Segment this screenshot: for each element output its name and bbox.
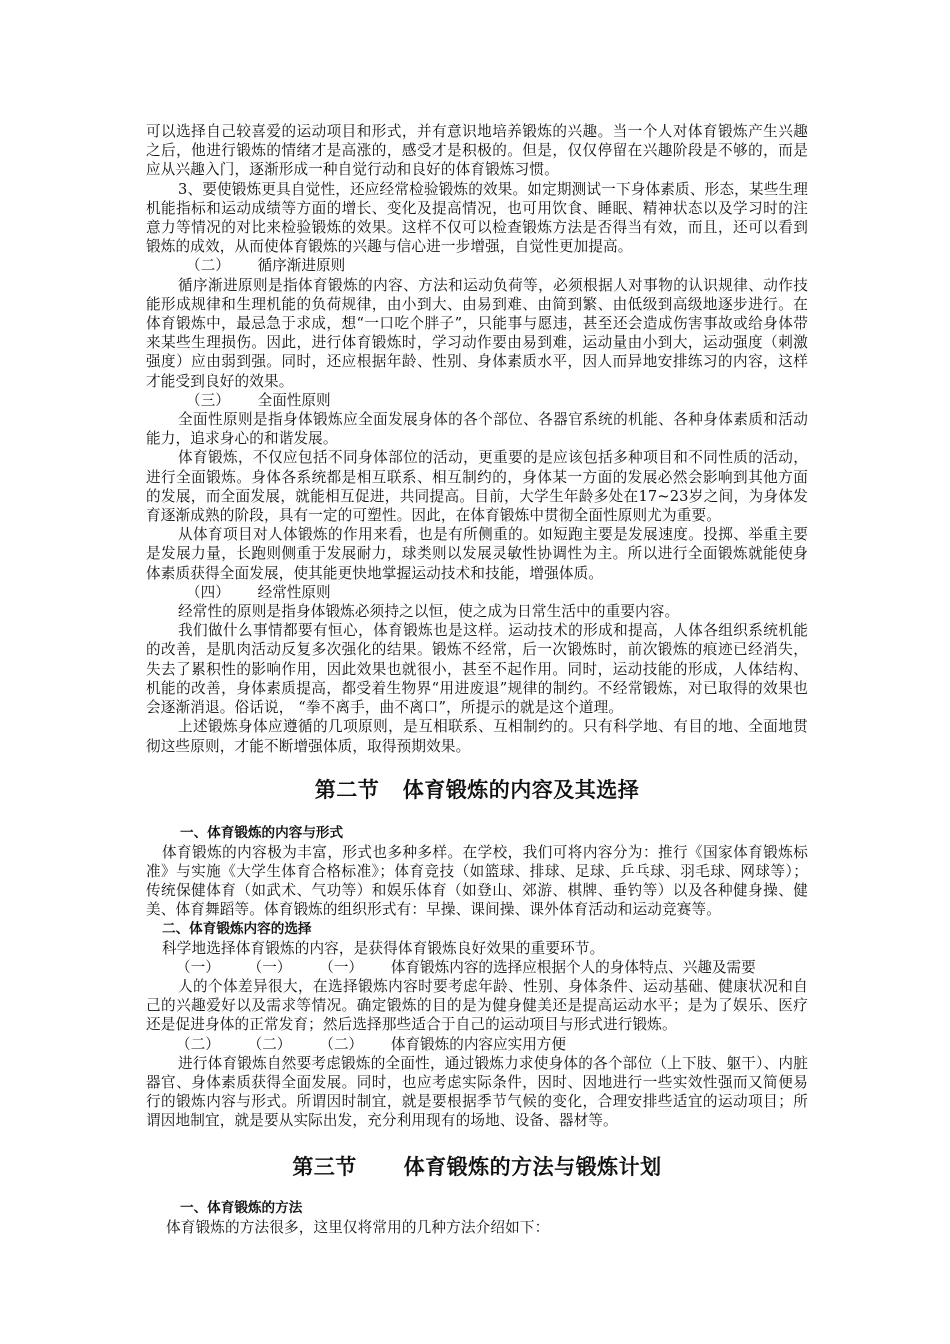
paragraph: 人的个体差异很大，在选择锻炼内容时要考虑年龄、性别、身体条件、运动基础、健康状况和自己的兴趣爱好以及需求等情况。确定锻炼的目的是为健身健美还是提高运动水平；是为了娱乐、医疗还是促进身体的正常发育；然后选择那些适合于自己的运动项目与形式进行锻炼。: [146, 977, 808, 1034]
subsection-heading: （二） 循序渐进原则: [186, 257, 346, 275]
document-body: [146, 122, 808, 1237]
paragraph: 循序渐进原则是指体育锻炼的内容、方法和运动负荷等，必须根据人对事物的认识规律、动作技能形成规律和生理机能的负荷规律，由小到大、由易到难、由简到繁、由低级到高级地逐步进行。在体育锻炼中，最忌急于求成，想“一口吃个胖子”，只能事与愿违，甚至还会造成伤害事故或给身体带来某些生理损伤。因此，进行体育锻炼时，学习动作要由易到难，运动量由小到大，运动强度（刺激强度）应由弱到强。同时，还应根据年龄、性别、身体素质水平，因人而异地安排练习的内容，这样才能受到良好的效果。: [146, 276, 808, 390]
section-title: 第二节 体育锻炼的内容及其选择: [314, 777, 640, 802]
subsection-heading: （三） 全面性原则: [186, 391, 331, 409]
paragraph: 3、要使锻炼更具自觉性，还应经常检验锻炼的效果。如定期测试一下身体素质、形态，某些生理机能指标和运动成绩等方面的增长、变化及提高情况，也可用饮食、睡眠、精神状态以及学习时的注意力等情况的对比来检验锻炼的效果。这样不仅可以检查锻炼方法是否得当有效，而且，还可以看到锻炼的成效，从而使体育锻炼的兴趣与信心进一步增强，自觉性更加提高。: [146, 180, 808, 256]
paragraph: 从体育项目对人体锻炼的作用来看，也是有所侧重的。如短跑主要是发展速度。投掷、举重主要是发展力量，长跑则侧重于发展耐力，球类则以发展灵敏性协调性为主。所以进行全面锻炼就能使身体素质获得全面发展，使其能更快地掌握运动技术和技能，增强体质。: [146, 526, 808, 582]
paragraph: 上述锻炼身体应遵循的几项原则，是互相联系、互相制约的。只有科学地、有目的地、全面地贯彻这些原则，才能不断增强体质，取得预期效果。: [146, 718, 808, 755]
heading: 一、体育锻炼的方法: [180, 1199, 303, 1216]
paragraph: 全面性原则是指身体锻炼应全面发展身体的各个部位、各器官系统的机能、各种身体素质和活动能力，追求身心的和谐发展。: [146, 411, 808, 448]
heading: 一、体育锻炼的内容与形式: [180, 824, 344, 841]
paragraph: 进行体育锻炼自然要考虑锻炼的全面性，通过锻炼力求使身体的各个部位（上下肢、躯干）、内脏器官、身体素质获得全面发展。同时，也应考虑实际条件，因时、因地进行一些实效性强而又简便易行的锻炼内容与形式。所谓因时制宜，就是要根据季节气候的变化，合理安排些适宜的运动项目；所谓因地制宜，就是要从实际出发，充分利用现有的场地、设备、器材等。: [146, 1054, 808, 1130]
paragraph: 我们做什么事情都要有恒心，体育锻炼也是这样。运动技术的形成和提高，人体各组织系统机能的改善，是肌肉活动反复多次强化的结果。锻炼不经常，后一次锻炼时，前次锻炼的痕迹已经消失，失去了累积性的影响作用，因此效果也就很小，甚至不起作用。同时，运动技能的形成，人体结构、机能的改善，身体素质提高，都受着生物界“用进废退”规律的制约。不经常锻炼，对已取得的效果也会逐渐消退。俗话说， “拳不离手，曲不离口”，所提示的就是这个道理。: [146, 622, 808, 717]
paragraph: 可以选择自己较喜爱的运动项目和形式，并有意识地培养锻炼的兴趣。当一个人对体育锻炼产生兴趣之后，他进行锻炼的情绪才是高涨的，感受才是积极的。但是，仅仅停留在兴趣阶段是不够的，而是应从兴趣入门，逐渐形成一种自觉行动和良好的体育锻炼习惯。: [146, 123, 808, 179]
paragraph: 体育锻炼的方法很多，这里仅将常用的几种方法介绍如下：: [166, 1218, 550, 1236]
subsection-heading: （四） 经常性原则: [186, 583, 331, 601]
section-title: 第三节 体育锻炼的方法与锻炼计划: [292, 1154, 662, 1179]
paragraph: 科学地选择体育锻炼的内容，是获得体育锻炼良好效果的重要环节。: [162, 939, 605, 957]
paragraph: 体育锻炼的内容极为丰富，形式也多种多样。在学校，我们可将内容分为：推行《国家体育锻炼标准》与实施《大学生体育合格标准》；体育竞技（如篮球、排球、足球、乒乓球、羽毛球、网球等）；传统保健体育（如武术、气功等）和娱乐体育（如登山、郊游、棋牌、垂钓等）以及各种健身操、健美、体育舞蹈等。体育锻炼的组织形式有：早操、课间操、课外体育活动和运动竞赛等。: [146, 843, 808, 919]
paragraph: 体育锻炼，不仅应包括不同身体部位的活动，更重要的是应该包括多种项目和不同性质的活动，进行全面锻炼。身体各系统都是相互联系、相互制约的，身体某一方面的发展必然会影响到其他方面的发展，而全面发展，就能相互促进，共同提高。目前，大学生年龄多处在17~23岁之间，为身体发育逐渐成熟的阶段，具有一定的可塑性。因此，在体育锻炼中贯彻全面性原则尤为重要。: [146, 449, 808, 525]
paragraph: 经常性的原则是指身体锻炼必须持之以恒，使之成为日常生活中的重要内容。: [178, 603, 680, 621]
subsection-heading: （二） （二） （二） 体育锻炼的内容应实用方便: [176, 1035, 566, 1053]
subsection-heading: （一） （一） （一） 体育锻炼内容的选择应根据个人的身体特点、兴趣及需要: [176, 958, 756, 976]
heading: 二、体育锻炼内容的选择: [162, 920, 312, 937]
